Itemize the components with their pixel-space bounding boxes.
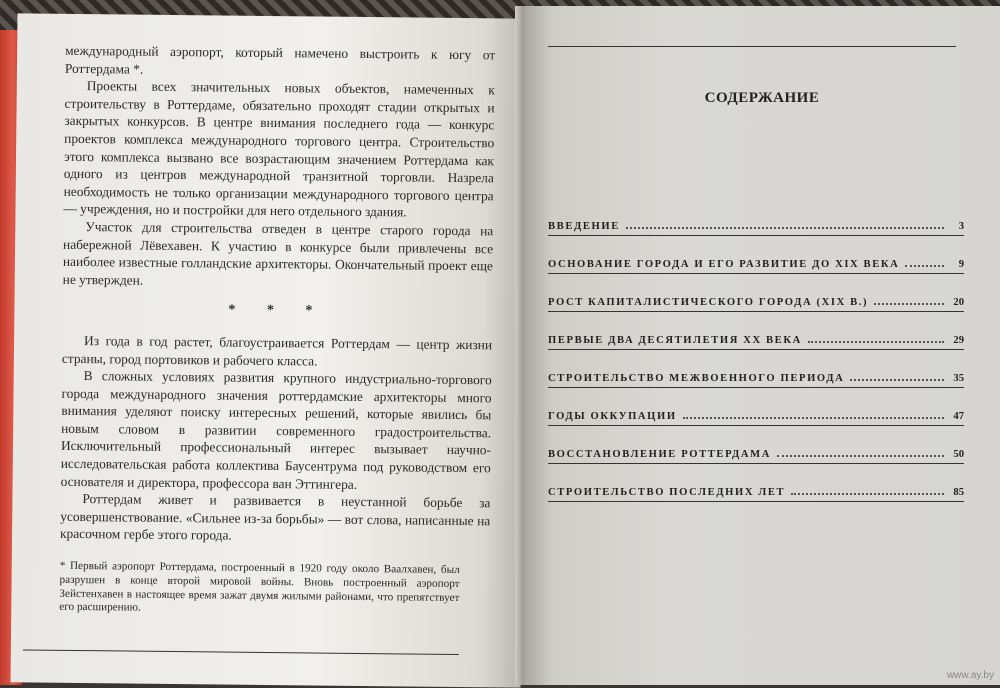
toc-entry-label: СТРОИТЕЛЬСТВО МЕЖВОЕННОГО ПЕРИОДА bbox=[548, 373, 845, 384]
toc-entry bbox=[548, 350, 964, 388]
toc-entry-page: 85 bbox=[953, 487, 964, 498]
toc-leader-dots bbox=[777, 455, 944, 457]
toc-leader-dots bbox=[626, 227, 944, 229]
toc-entry-label: ПЕРВЫЕ ДВА ДЕСЯТИЛЕТИЯ XX ВЕКА bbox=[548, 335, 802, 346]
body-text bbox=[60, 42, 495, 548]
toc-entry bbox=[548, 464, 964, 502]
right-page bbox=[524, 6, 1000, 685]
toc-entry-page: 29 bbox=[953, 335, 964, 346]
top-rule bbox=[548, 46, 956, 47]
toc-entry bbox=[548, 236, 964, 274]
toc-entry-page: 50 bbox=[953, 449, 964, 460]
footnote: * Первый аэропорт Роттердама, построенный в 1920 году около Ваалхавен, был разрушен в конце второй мировой войны. Вновь построенный аэропорт Зейстенхавен в настоящее время зажат двумя жилыми районами, что препятствует его расширению. bbox=[59, 559, 460, 615]
toc-entry bbox=[548, 274, 964, 312]
toc-entry-label: СТРОИТЕЛЬСТВО ПОСЛЕДНИХ ЛЕТ bbox=[548, 487, 786, 498]
toc-title: СОДЕРЖАНИЕ bbox=[704, 90, 820, 106]
paragraph-3: Участок для строительства отведен в центре старого города на набережной Лёвехавен. К участию в конкурсе были привлечены все наиболее известные голландские архитекторы. Окончательный проект еще не утвержден. bbox=[62, 219, 494, 288]
watermark: www.ay.by bbox=[946, 670, 994, 681]
toc-entry-label: ГОДЫ ОККУПАЦИИ bbox=[548, 411, 677, 422]
toc-entry-label: ОСНОВАНИЕ ГОРОДА И ЕГО РАЗВИТИЕ ДО XIX ВЕКА bbox=[548, 259, 900, 270]
toc-entry-page: 20 bbox=[953, 297, 964, 308]
paragraph-6: Роттердам живет и развивается в неустанной борьбе за усовершенствование. «Сильнее из-за борьбы» — вот слова, написанные на красочном гербе этого города. bbox=[59, 491, 491, 544]
table-of-contents bbox=[548, 198, 964, 502]
toc-entry bbox=[548, 312, 964, 350]
paragraph-1: международный аэропорт, который намечено выстроить к югу от Роттердама *. bbox=[64, 42, 496, 77]
paragraph-2: Проекты всех значительных новых объектов, намеченных к строительству в Роттердаме, обязательно проходят стадии открытых и закрытых конкурсов. В центре внимания последнего года — конкурс проектов комплекса международного торгового центра. Строительство этого комплекса вызвано все возрастающим значением Роттердама как одного из центров международной транзитной торговли. Назрела необходимость не только организации международного торгового центра — учреждения, но и постройки для него отдельного здания. bbox=[63, 78, 495, 220]
toc-entry bbox=[548, 426, 964, 464]
toc-entry-page: 3 bbox=[958, 221, 964, 232]
toc-leader-dots bbox=[850, 379, 944, 381]
left-page bbox=[11, 13, 528, 687]
toc-entry-page: 35 bbox=[953, 373, 964, 384]
bottom-rule bbox=[23, 649, 459, 655]
toc-entry bbox=[548, 198, 964, 236]
toc-leader-dots bbox=[683, 417, 944, 419]
toc-entry-page: 47 bbox=[953, 411, 964, 422]
toc-leader-dots bbox=[874, 303, 944, 305]
toc-entry bbox=[548, 388, 964, 426]
toc-entry-page: 9 bbox=[958, 259, 964, 270]
paragraph-5: В сложных условиях развития крупного индустриально-торгового города международного значения роттердамские архитекторы много внимания уделяют поиску интересных решений, которые явились бы новым словом в развитии современного градостроительства. Исключительный профессиональный интерес вызывает научно-исследовательская работа коллектива Баусентрума под руководством его основателя и директора, профессора ван Эттингера. bbox=[60, 368, 492, 492]
section-separator: * * * bbox=[228, 302, 327, 319]
toc-leader-dots bbox=[791, 493, 944, 495]
toc-entry-label: РОСТ КАПИТАЛИСТИЧЕСКОГО ГОРОДА (XIX В.) bbox=[548, 297, 869, 308]
toc-entry-label: ВВЕДЕНИЕ bbox=[548, 221, 620, 232]
toc-entry-label: ВОССТАНОВЛЕНИЕ РОТТЕРДАМА bbox=[548, 449, 771, 460]
toc-leader-dots bbox=[905, 265, 944, 267]
toc-leader-dots bbox=[808, 341, 944, 343]
paragraph-4: Из года в год растет, благоустраивается Роттердам — центр жизни страны, город портовиков и рабочего класса. bbox=[61, 332, 493, 369]
